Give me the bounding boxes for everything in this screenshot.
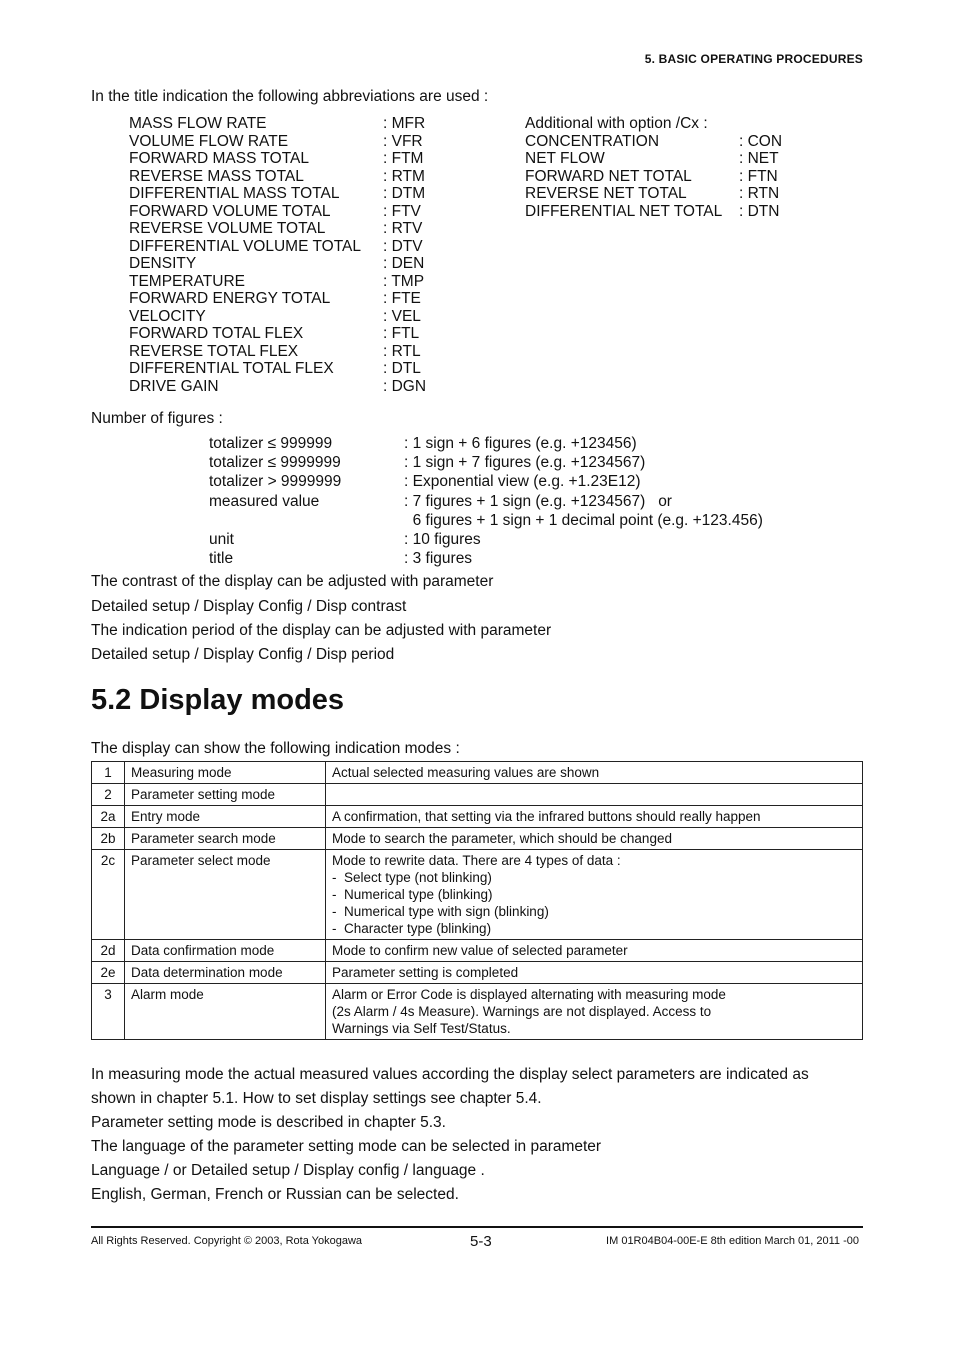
figures-row [209,453,829,472]
figures-title: Number of figures : [91,410,223,427]
mode-name: Measuring mode [125,762,326,784]
abbreviation-name: DIFFERENTIAL MASS TOTAL [129,185,340,202]
abbreviation-code: : DTL [383,360,421,377]
option-abbreviation-code: : RTN [739,185,780,202]
period-text: The indication period of the display can be adjusted with parameter [91,622,552,639]
abbreviation-name: DIFFERENTIAL VOLUME TOTAL [129,237,361,255]
abbreviation-row [129,150,449,168]
period-path: Detailed setup / Display Config / Disp period [91,646,395,663]
figures-row [209,511,829,530]
figures-label: totalizer ≤ 999999 [209,435,333,452]
mode-description-line: Mode to confirm new value of selected parameter [332,943,628,958]
abbreviation-name: REVERSE TOTAL FLEX [129,342,299,360]
abbreviation-name: REVERSE MASS TOTAL [129,167,304,185]
abbreviation-row [129,325,449,343]
abbreviation-row [129,343,449,361]
abbreviation-intro: In the title indication the following abbreviations are used : [91,88,489,105]
figures-value: : 1 sign + 6 figures (e.g. +123456) [404,435,637,452]
contrast-text-1: The contrast of the display can be adjusted with parameter [91,573,494,590]
figures-row [209,530,829,549]
abbreviation-row [129,360,449,378]
mode-description [326,762,863,784]
mode-row [92,762,863,784]
figures-value: : 10 figures [404,531,481,548]
mode-number: 2 [92,784,125,806]
closing-line: Language / or Detailed setup / Display config / language . [91,1162,485,1179]
mode-row [92,962,863,984]
figures-label: unit [209,531,234,548]
mode-name: Data determination mode [125,962,326,984]
closing-line: In measuring mode the actual measured values according the display select parameters are indicated as [91,1066,809,1083]
mode-description [326,850,863,940]
abbreviation-code: : MFR [383,115,426,132]
abbreviation-name: REVERSE VOLUME TOTAL [129,220,326,237]
option-abbreviation-row [525,133,825,151]
abbreviation-name: MASS FLOW RATE [129,115,267,132]
closing-line: English, German, French or Russian can be selected. [91,1186,459,1203]
abbreviation-name: DRIVE GAIN [129,377,219,395]
option-abbreviation-row [525,203,825,221]
mode-row [92,828,863,850]
mode-description-line: - Character type (blinking) [332,921,492,936]
figures-row [209,549,829,568]
contrast-path: Detailed setup / Display Config / Disp contrast [91,598,407,615]
mode-description-line: (2s Alarm / 4s Measure). Warnings are not displayed. Access to [332,1004,712,1019]
abbreviation-code: : TMP [383,272,425,290]
section-title: 5.2 Display modes [91,684,345,716]
option-abbreviation-code: : NET [739,150,779,167]
abbreviation-name: FORWARD TOTAL FLEX [129,325,304,342]
figures-row [209,492,829,511]
mode-description [326,962,863,984]
abbreviation-code: : DTV [383,237,423,255]
mode-row [92,984,863,1040]
figures-value: 6 figures + 1 sign + 1 decimal point (e.g. +123.456) [404,511,763,529]
mode-description-line: - Numerical type (blinking) [332,887,493,902]
mode-description-line: Actual selected measuring values are shown [332,765,600,780]
mode-description-line: - Select type (not blinking) [332,870,492,885]
mode-number: 2a [92,806,125,828]
abbreviation-name: FORWARD ENERGY TOTAL [129,290,331,307]
mode-name: Parameter search mode [125,828,326,850]
abbreviation-row [129,203,449,221]
mode-name: Alarm mode [125,984,326,1040]
abbreviation-code: : FTV [383,202,421,220]
mode-description-line: - Numerical type with sign (blinking) [332,904,549,919]
display-modes-table [91,761,863,1040]
option-abbreviation-name: REVERSE NET TOTAL [525,185,687,202]
figures-label: totalizer ≤ 9999999 [209,454,341,472]
figures-value: : 3 figures [404,550,473,568]
abbreviation-row [129,378,449,396]
mode-description [326,828,863,850]
option-abbreviation-name: DIFFERENTIAL NET TOTAL [525,202,723,220]
figures-row [209,472,829,491]
mode-row [92,940,863,962]
abbreviation-name: DIFFERENTIAL TOTAL FLEX [129,360,334,377]
abbreviation-code: : DEN [383,255,425,272]
figures-label: title [209,550,234,568]
option-abbreviation-name: CONCENTRATION [525,132,660,150]
figures-value: : 1 sign + 7 figures (e.g. +1234567) [404,454,646,472]
mode-name: Data confirmation mode [125,940,326,962]
figures-label: totalizer > 9999999 [209,473,342,491]
mode-number: 2e [92,962,125,984]
abbreviation-row [129,133,449,151]
abbreviation-code: : DGN [383,377,427,395]
closing-line: The language of the parameter setting mode can be selected in parameter [91,1138,602,1155]
abbreviation-name: FORWARD VOLUME TOTAL [129,202,331,220]
mode-name: Parameter setting mode [125,784,326,806]
mode-row [92,806,863,828]
figures-value: : Exponential view (e.g. +1.23E12) [404,473,641,491]
abbreviation-row [129,308,449,326]
abbreviation-code: : RTV [383,220,423,237]
abbreviation-code: : RTM [383,167,425,185]
mode-description-line [332,786,856,803]
option-abbreviation-code: : FTN [739,167,778,185]
abbreviation-name: FORWARD MASS TOTAL [129,150,309,167]
abbreviation-code: : FTE [383,290,421,307]
footer-divider [91,1226,863,1228]
mode-number: 2d [92,940,125,962]
abbreviation-name: VOLUME FLOW RATE [129,132,289,150]
option-abbreviation-name: NET FLOW [525,150,605,167]
mode-description [326,806,863,828]
abbreviation-name: DENSITY [129,255,197,272]
footer-document-id: IM 01R04B04-00E-E 8th edition March 01, 2011 -00 [606,1235,859,1247]
option-title: Additional with option /Cx : [525,115,708,132]
figures-label: measured value [209,492,320,510]
abbreviation-row [129,115,449,133]
abbreviation-row [129,185,449,203]
abbreviation-code: : DTM [383,185,426,202]
mode-description-line: Mode to rewrite data. There are 4 types of data : [332,853,621,868]
footer-copyright: All Rights Reserved. Copyright © 2003, Rota Yokogawa [91,1235,363,1247]
abbreviation-row [129,220,449,238]
abbreviation-code: : VEL [383,307,421,325]
option-abbreviation-code: : CON [739,132,783,150]
mode-row [92,784,863,806]
mode-description-line: Warnings via Self Test/Status. [332,1021,511,1036]
abbreviation-name: VELOCITY [129,307,206,325]
figures-row [209,434,829,453]
figures-value: : 7 figures + 1 sign (e.g. +1234567) or [404,492,672,510]
mode-row [92,850,863,940]
mode-description [326,784,863,806]
option-abbreviation-row [525,150,825,168]
option-abbreviation-name: FORWARD NET TOTAL [525,167,692,185]
closing-line: Parameter setting mode is described in chapter 5.3. [91,1114,446,1131]
abbreviation-row [129,238,449,256]
mode-description [326,940,863,962]
mode-number: 3 [92,984,125,1040]
option-abbreviation-code: : DTN [739,202,780,220]
abbreviation-code: : FTL [383,325,420,342]
mode-number: 2b [92,828,125,850]
option-abbreviation-row [525,185,825,203]
abbreviation-name: TEMPERATURE [129,272,245,290]
abbreviation-code: : RTL [383,342,421,360]
mode-description-line: Parameter setting is completed [332,965,519,980]
closing-line: shown in chapter 5.1. How to set display settings see chapter 5.4. [91,1090,542,1107]
mode-description [326,984,863,1040]
abbreviation-row [129,273,449,291]
abbreviation-row [129,168,449,186]
abbreviation-row [129,255,449,273]
table-intro: The display can show the following indication modes : [91,740,460,757]
mode-description-line: Mode to search the parameter, which should be changed [332,831,672,846]
abbreviation-code: : VFR [383,132,423,150]
mode-description-line: Alarm or Error Code is displayed alternating with measuring mode [332,987,726,1002]
chapter-header: 5. BASIC OPERATING PROCEDURES [644,52,863,66]
abbreviation-row [129,290,449,308]
mode-name: Entry mode [125,806,326,828]
mode-name: Parameter select mode [125,850,326,940]
closing-paragraph [91,1063,866,1207]
abbreviation-code: : FTM [383,150,424,167]
option-abbreviation-row [525,168,825,186]
page-number: 5-3 [470,1233,492,1250]
mode-number: 2c [92,850,125,940]
mode-description-line: A confirmation, that setting via the infrared buttons should really happen [332,809,761,824]
mode-number: 1 [92,762,125,784]
